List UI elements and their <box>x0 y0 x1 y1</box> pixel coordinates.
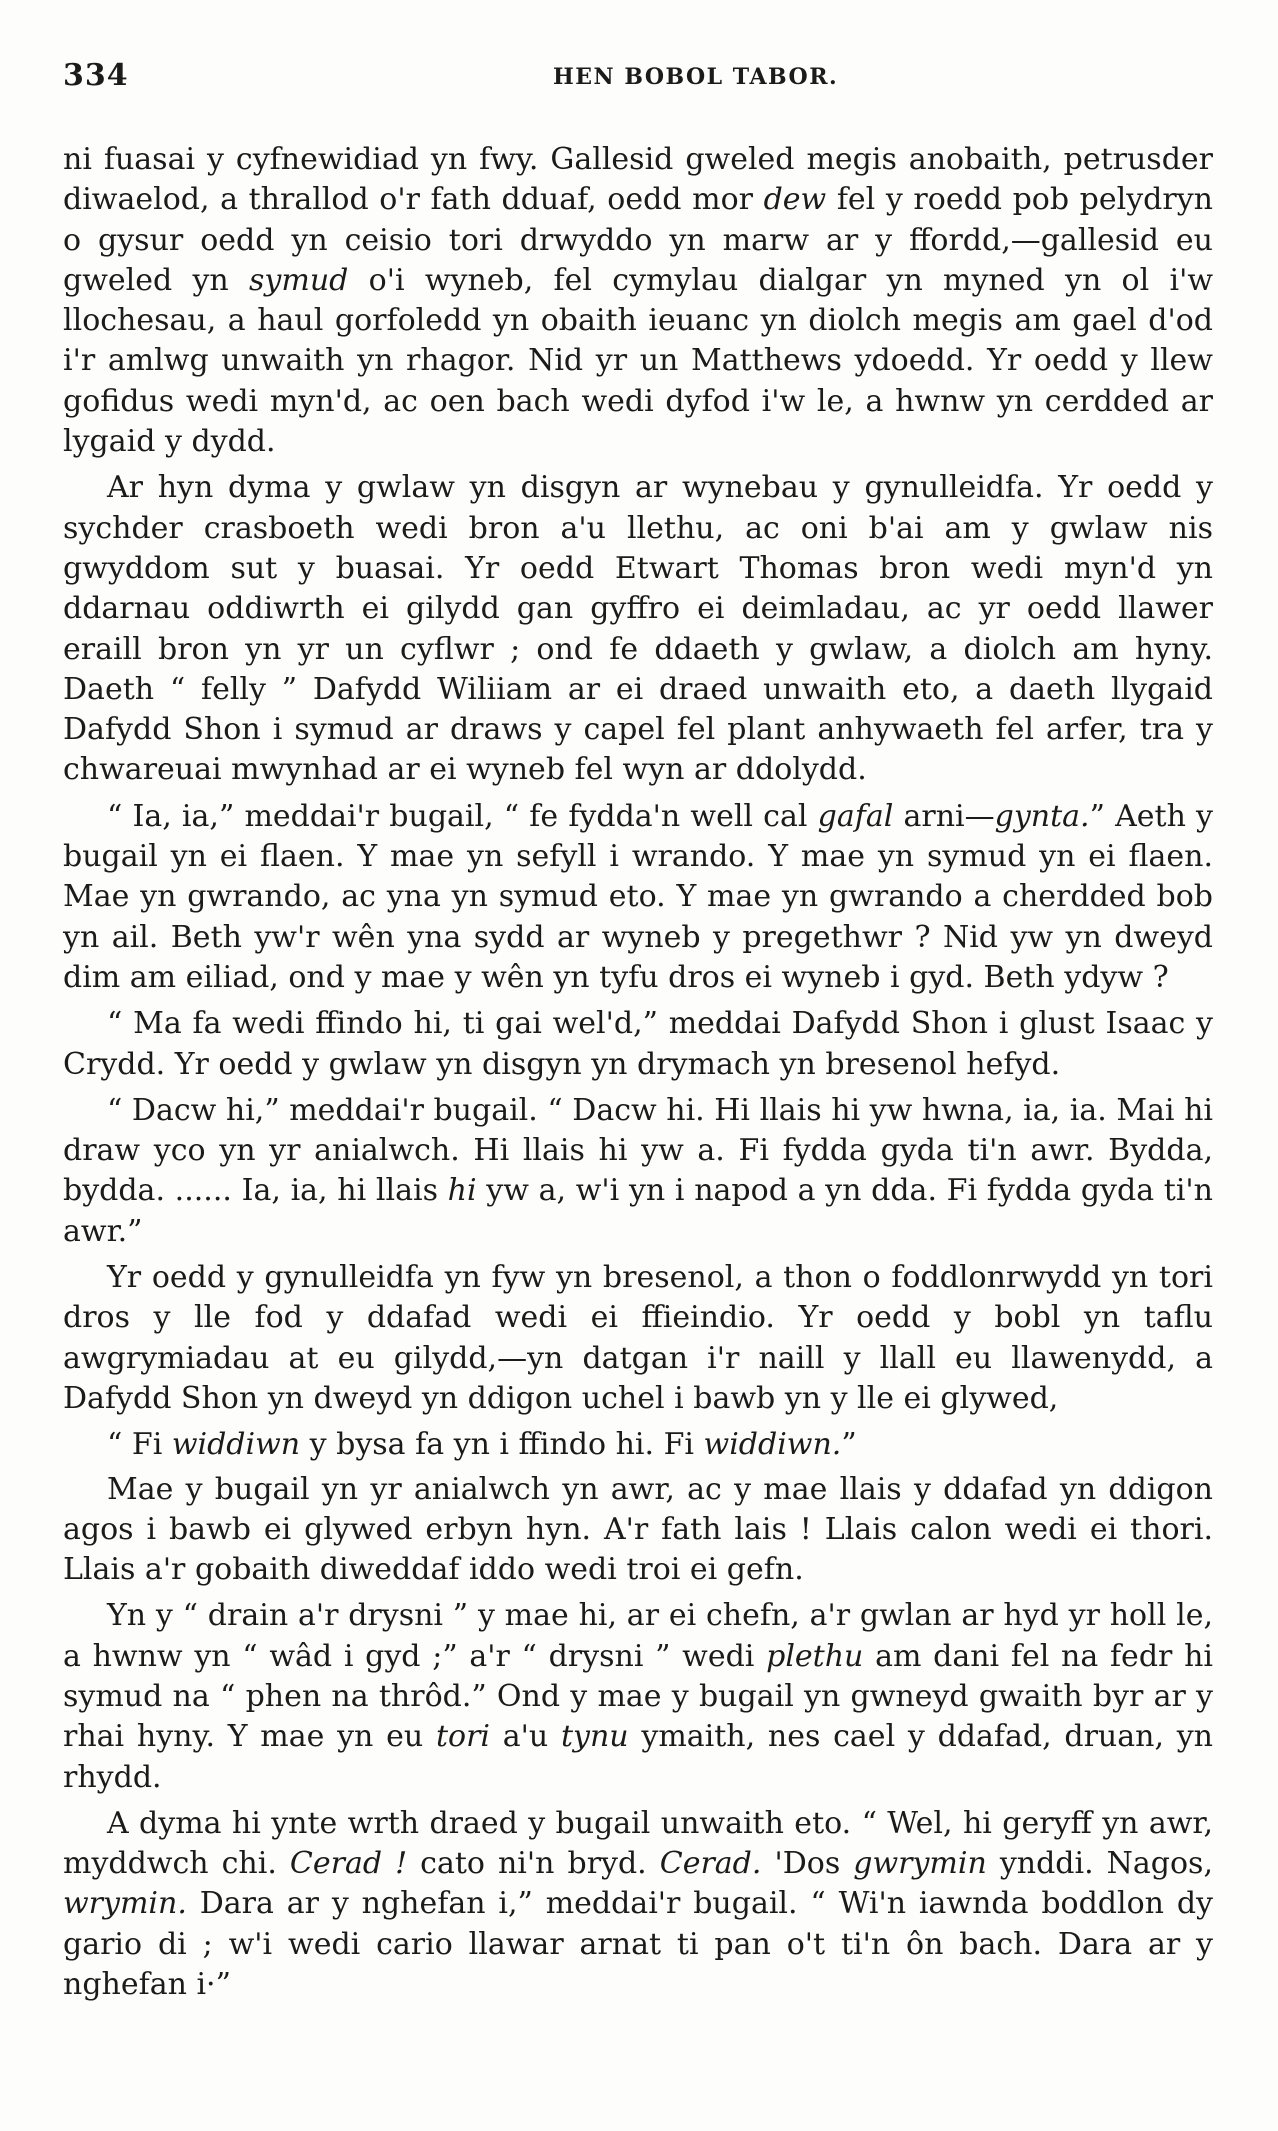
text-run: Yr oedd y gynulleidfa yn fyw yn bresenol, a thon o foddlonrwydd yn tori dros y lle fod y ddafad wedi ei ffieindio. Yr oedd y bobl yn taflu awgrymiadau at eu gilydd,—yn datgan i'r naill y llall eu llawenydd, a Dafydd Shon yn dweyd yn ddigon uchel i bawb yn y lle ei glywed, <box>63 1260 1213 1416</box>
page-number: 334 <box>63 58 129 93</box>
paragraph <box>63 1004 1213 1085</box>
text-run: arni— <box>893 798 995 834</box>
italic-text: dew <box>763 182 827 218</box>
text-run: a'u <box>490 1719 561 1755</box>
paragraph <box>63 1596 1213 1797</box>
text-run: Ar hyn dyma y gwlaw yn disgyn ar wynebau y gynulleidfa. Yr oedd y sychder crasboeth wedi bron a'u llethu, ac oni b'ai am y gwlaw nis gwyddom sut y buasai. Yr oedd Etwart Thomas bron wedi myn'd yn ddarnau oddiwrth ei gilydd gan gyffro ei deimladau, ac yr oedd llawer eraill bron yn yr un cyflwr ; ond fe ddaeth y gwlaw, a diolch am hyny. Daeth “ felly ” Dafydd Wiliiam ar ei draed unwaith eto, a daeth llygaid Dafydd Shon i symud ar draws y capel fel plant anhywaeth fel arfer, tra y chwareuai mwynhad ar ei wyneb fel wyn ar ddolydd. <box>63 470 1213 788</box>
text-run: y bysa fa yn i ffindo hi. Fi <box>300 1427 704 1463</box>
paragraph <box>63 1091 1213 1252</box>
text-run: ” <box>841 1427 857 1463</box>
page-header <box>63 58 1258 98</box>
paragraph <box>63 468 1213 790</box>
paragraph <box>63 1470 1213 1591</box>
paragraph <box>63 140 1213 462</box>
text-run: “ Ma fa wedi ffindo hi, ti gai wel'd,” meddai Dafydd Shon i glust Isaac y Crydd. Yr oedd y gwlaw yn disgyn yn drymach yn bresenol hefyd. <box>63 1006 1213 1082</box>
text-run: “ Dacw hi,” meddai'r bugail. “ Dacw hi. Hi llais hi yw hwna, ia, ia. Mai hi draw yco yn yr anialwch. Hi llais hi yw a. Fi fydda gyda ti'n awr. Bydda, bydda. ...... Ia, ia, hi llais <box>63 1092 1213 1209</box>
italic-text: hi <box>447 1173 477 1209</box>
paragraph <box>63 1258 1213 1419</box>
body-text <box>63 140 1213 2011</box>
running-title: HEN BOBOL TABOR. <box>553 64 839 90</box>
text-run: ni fuasai y cyfnewidiad yn fwy. Gallesid gweled megis anobaith, petrusder diwaelod, a thrallod o'r fath dduaf, oedd mor <box>63 142 1213 218</box>
italic-text: Cerad. <box>659 1846 762 1882</box>
text-run: cato ni'n bryd. <box>407 1846 660 1882</box>
italic-text: wrymin. <box>63 1886 187 1922</box>
italic-text: widdiwn. <box>703 1427 842 1463</box>
text-run: ynddi. Nagos, <box>986 1846 1213 1882</box>
text-run: ” Aeth y bugail yn ei flaen. Y mae yn sefyll i wrando. Y mae yn symud yn ei flaen. Mae yn gwrando, ac yna yn symud eto. Y mae yn gwrando a cherdded bob yn ail. Beth yw'r wên yna sydd ar wyneb y pregethwr ? Nid yw yn dweyd dim am eiliad, ond y mae y wên yn tyfu dros ei wyneb i gyd. Beth ydyw ? <box>63 798 1214 995</box>
text-run: A dyma hi ynte wrth draed y bugail unwaith eto. “ Wel, hi geryff yn awr, myddwch chi. <box>63 1805 1213 1882</box>
paragraph <box>63 1804 1213 2005</box>
italic-text: symud <box>249 262 349 298</box>
text-run: fel y roedd pob pelydryn o gysur oedd yn ceisio tori drwyddo yn marw ar y ffordd,—gallesid eu gweled yn <box>63 182 1213 298</box>
text-run: “ Fi <box>107 1427 172 1463</box>
text-run: Dara ar y nghefan i,” meddai'r bugail. “ Wi'n iawnda boddlon dy gario di ; w'i wedi cario llawar arnat ti pan o't ti'n ôn bach. Dara ar y nghefan i·” <box>63 1886 1213 2003</box>
italic-text: gwrymin <box>853 1846 987 1882</box>
text-run: Mae y bugail yn yr anialwch yn awr, ac y mae llais y ddafad yn ddigon agos i bawb ei glywed erbyn hyn. A'r fath lais ! Llais calon wedi ei thori. Llais a'r gobaith diweddaf iddo wedi troi ei gefn. <box>63 1471 1213 1588</box>
text-run: am dani fel na fedr hi symud na “ phen na thrôd.” Ond y mae y bugail yn gwneyd gwaith byr ar y rhai hyny. Y mae yn eu <box>63 1638 1213 1755</box>
italic-text: tori <box>435 1719 491 1755</box>
italic-text: plethu <box>766 1638 864 1674</box>
text-run: Yn y “ drain a'r drysni ” y mae hi, ar ei chefn, a'r gwlan ar hyd yr holl le, a hwnw yn “ wâd i gyd ;” a'r “ drysni ” wedi <box>63 1598 1213 1674</box>
text-run: yw a, w'i yn i napod a yn dda. Fi fydda gyda ti'n awr.” <box>63 1173 1213 1249</box>
italic-text: gafal <box>817 798 894 834</box>
text-run: ymaith, nes cael y ddafad, druan, yn rhydd. <box>63 1719 1213 1795</box>
italic-text: widdiwn <box>171 1427 301 1463</box>
italic-text: gynta. <box>994 798 1090 834</box>
paragraph <box>63 1425 1213 1465</box>
italic-text: tynu <box>560 1719 629 1755</box>
italic-text: Cerad ! <box>289 1846 408 1882</box>
text-run: 'Dos <box>761 1846 854 1882</box>
text-run: “ Ia, ia,” meddai'r bugail, “ fe fydda'n well cal <box>107 798 818 834</box>
paragraph <box>63 797 1213 998</box>
text-run: o'i wyneb, fel cymylau dialgar yn myned yn ol i'w llochesau, a haul gorfoledd yn obaith ieuanc yn diolch megis am gael d'od i'r amlwg unwaith yn rhagor. Nid yr un Matthews ydoedd. Yr oedd y llew gofidus wedi myn'd, ac oen bach wedi dyfod i'w le, a hwnw yn cerdded ar lygaid y dydd. <box>63 262 1214 460</box>
